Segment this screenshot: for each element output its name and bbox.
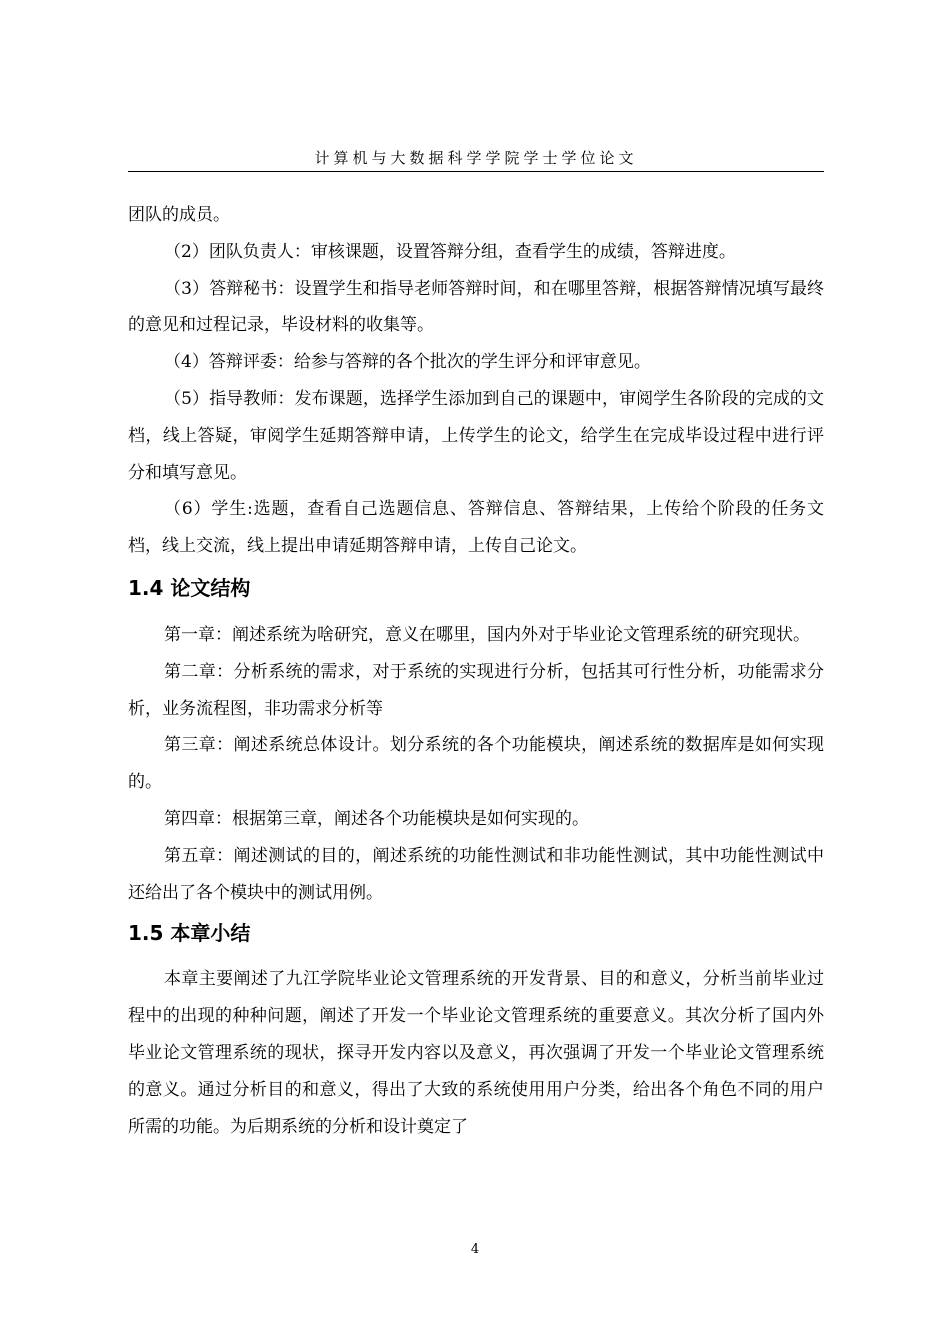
running-header: 计算机与大数据科学学院学士学位论文 bbox=[314, 149, 638, 167]
paragraph-role-advisor: （5）指导教师：发布课题，选择学生添加到自己的课题中，审阅学生各阶段的完成的文档，线上答疑，审阅学生延期答辩申请，上传学生的论文，给学生在完成毕设过程中进行评分和填写意见。 bbox=[128, 388, 824, 483]
paragraph-role-defense-secretary: （3）答辩秘书：设置学生和指导老师答辩时间，和在哪里答辩，根据答辩情况填写最终的意见和过程记录，毕设材料的收集等。 bbox=[128, 278, 824, 336]
paragraph-continuation: 团队的成员。 bbox=[128, 205, 230, 225]
paragraph-chapter-2: 第二章：分析系统的需求，对于系统的实现进行分析，包括其可行性分析，功能需求分析，业务流程图，非功需求分析等 bbox=[128, 661, 824, 719]
paragraph-chapter-5: 第五章：阐述测试的目的，阐述系统的功能性测试和非功能性测试，其中功能性测试中还给出了各个模块中的测试用例。 bbox=[128, 845, 824, 903]
paragraph-role-team-leader: （2）团队负责人：审核课题，设置答辩分组，查看学生的成绩，答辩进度。 bbox=[164, 241, 736, 262]
paragraph-chapter-summary: 本章主要阐述了九江学院毕业论文管理系统的开发背景、目的和意义，分析当前毕业过程中的出现的种种问题，阐述了开发一个毕业论文管理系统的重要意义。其次分析了国内外毕业论文管理系统的现状，探寻开发内容以及意义，再次强调了开发一个毕业论文管理系统的意义。通过分析目的和意义，得出了大致的系统使用用户分类，给出各个角色不同的用户所需的功能。为后期系统的分析和设计奠定了 bbox=[128, 969, 824, 1137]
document-body bbox=[128, 197, 824, 1145]
paragraph-chapter-1: 第一章：阐述系统为啥研究，意义在哪里，国内外对于毕业论文管理系统的研究现状。 bbox=[164, 624, 810, 645]
paragraph-role-defense-judge: （4）答辩评委：给参与答辩的各个批次的学生评分和评审意见。 bbox=[164, 352, 651, 373]
header-rule bbox=[128, 171, 824, 172]
paragraph-chapter-3: 第三章：阐述系统总体设计。划分系统的各个功能模块，阐述系统的数据库是如何实现的。 bbox=[128, 735, 824, 793]
paragraph-chapter-4: 第四章：根据第三章，阐述各个功能模块是如何实现的。 bbox=[164, 808, 589, 829]
page-number: 4 bbox=[470, 1242, 480, 1257]
section-heading-1-4: 1.4 论文结构 bbox=[128, 575, 251, 600]
paragraph-role-student: （6）学生:选题，查看自己选题信息、答辩信息、答辩结果，上传给个阶段的任务文档，线上交流，线上提出申请延期答辩申请，上传自己论文。 bbox=[128, 499, 824, 557]
section-heading-1-5: 1.5 本章小结 bbox=[128, 921, 251, 946]
